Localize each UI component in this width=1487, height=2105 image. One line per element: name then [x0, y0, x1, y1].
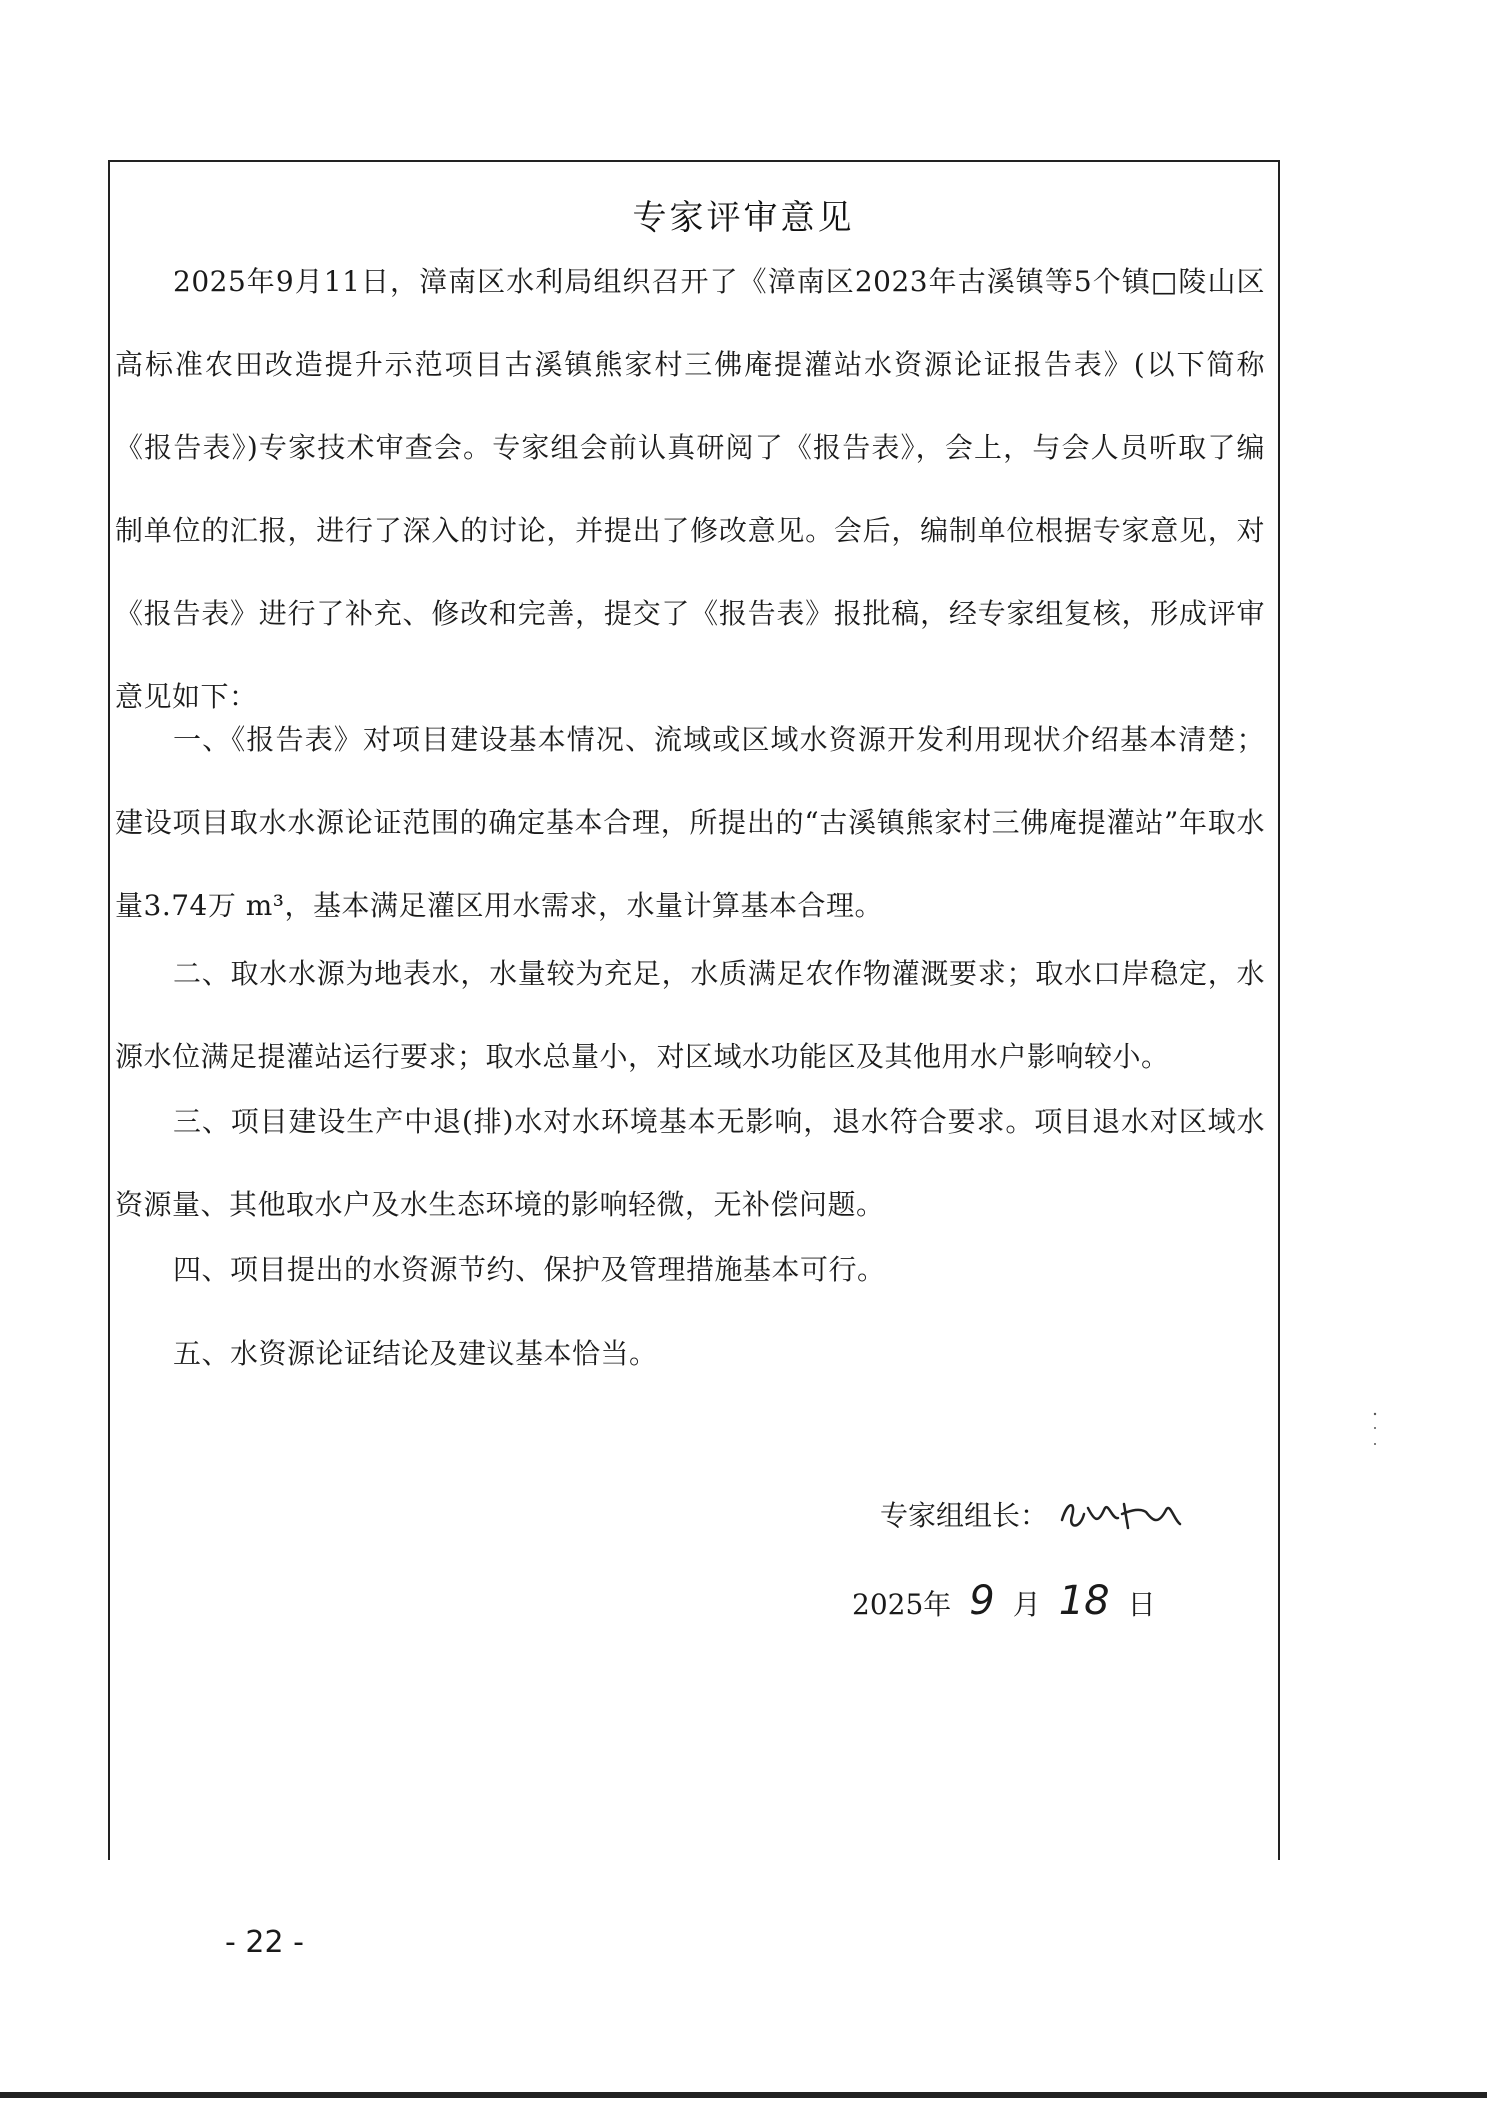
bottom-rule	[0, 2092, 1487, 2098]
opinion-item-2: 二、取水水源为地表水，水量较为充足，水质满足农作物灌溉要求；取水口岸稳定，水源水位满足提灌站运行要求；取水总量小，对区域水功能区及其他用水户影响较小。	[115, 957, 1265, 1073]
date-month-handwritten: 9	[969, 1578, 995, 1624]
date-month-label: 月	[1012, 1588, 1041, 1621]
opinion-item-1: 一、《报告表》对项目建设基本情况、流域或区域水资源开发利用现状介绍基本清楚；建设项目取水水源论证范围的确定基本合理，所提出的“古溪镇熊家村三佛庵提灌站”年取水量3.74万 m³，基本满足灌区用水需求，水量计算基本合理。	[115, 723, 1265, 922]
date-day-label: 日	[1127, 1588, 1156, 1621]
leader-signature-line	[880, 1490, 1184, 1538]
opinion-item-3: 三、项目建设生产中退(排)水对水环境基本无影响，退水符合要求。项目退水对区域水资源量、其他取水户及水生态环境的影响轻微，无补偿问题。	[115, 1105, 1265, 1221]
date-day-handwritten: 18	[1058, 1578, 1110, 1624]
opinion-item-5: 五、水资源论证结论及建议基本恰当。	[173, 1337, 658, 1370]
date-year: 2025年	[852, 1588, 952, 1621]
document-title: 专家评审意见	[632, 198, 855, 238]
page-number: - 22 -	[225, 1925, 304, 1960]
scan-specks	[1372, 1410, 1378, 1450]
intro-paragraph: 2025年9月11日，漳南区水利局组织召开了《漳南区2023年古溪镇等5个镇□陵山区高标准农田改造提升示范项目古溪镇熊家村三佛庵提灌站水资源论证报告表》(以下简称《报告表》)专家技术审查会。专家组会前认真研阅了《报告表》，会上，与会人员听取了编制单位的汇报，进行了深入的讨论，并提出了修改意见。会后，编制单位根据专家意见，对《报告表》进行了补充、修改和完善，提交了《报告表》报批稿，经专家组复核，形成评审意见如下：	[115, 265, 1265, 713]
handwritten-signature	[1054, 1490, 1184, 1538]
signing-date	[852, 1578, 1156, 1624]
leader-label: 专家组组长：	[880, 1499, 1049, 1532]
opinion-item-4: 四、项目提出的水资源节约、保护及管理措施基本可行。	[173, 1253, 886, 1286]
